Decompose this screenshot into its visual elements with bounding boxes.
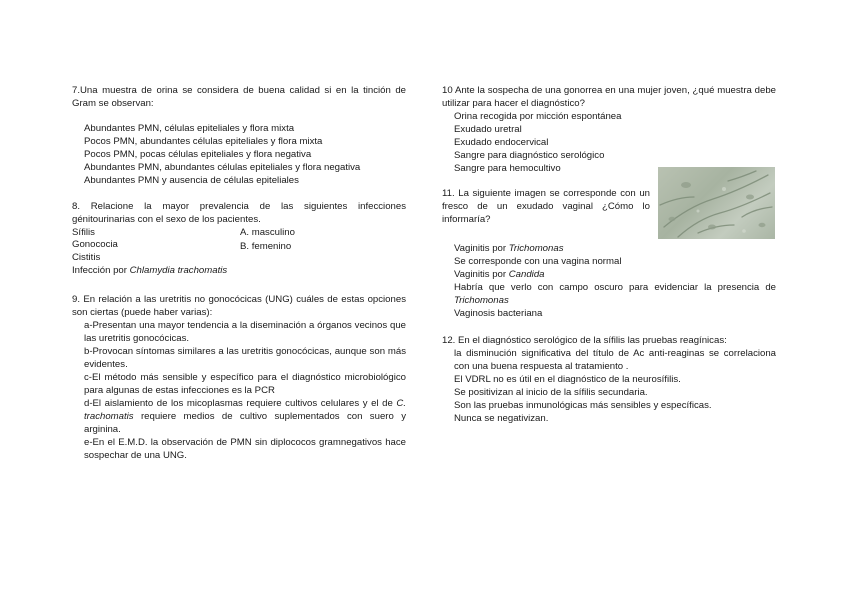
question-9-option-a: a-Presentan una mayor tendencia a la diseminación a órganos vecinos que las uretritis gonocócicas. xyxy=(84,320,406,344)
question-8 xyxy=(72,200,406,277)
question-11-option-2: Se corresponde con una vagina normal xyxy=(454,256,622,267)
question-7-option-3: Pocos PMN, pocas células epiteliales y flora negativa xyxy=(84,149,312,160)
question-7-text: 7.Una muestra de orina se considera de buena calidad si en la tinción de Gram se observan: xyxy=(72,85,406,109)
question-8-item-4-text: Infección por xyxy=(72,265,130,276)
question-11-text: 11. La siguiente imagen se corresponde con un fresco de un exudado vaginal ¿Cómo lo informaría? xyxy=(442,188,650,225)
question-9-option-d-italic: C. trachomatis xyxy=(84,398,406,422)
question-8-item-1: Sífilis xyxy=(72,227,95,238)
microscopy-image-graphic xyxy=(658,167,775,239)
question-8-matching xyxy=(72,226,406,264)
question-10-option-2: Exudado uretral xyxy=(454,124,522,135)
question-11-option-1 xyxy=(454,242,776,255)
question-11-option-5: Vaginosis bacteriana xyxy=(454,308,543,319)
microscopy-image xyxy=(658,167,775,239)
question-9-option-d xyxy=(84,397,406,436)
question-7-option-2: Pocos PMN, abundantes células epiteliales y flora mixta xyxy=(84,136,323,147)
question-7-option-1: Abundantes PMN, células epiteliales y flora mixta xyxy=(84,123,295,134)
question-10-option-3: Exudado endocervical xyxy=(454,137,549,148)
question-7-option-5: Abundantes PMN y ausencia de células epiteliales xyxy=(84,175,299,186)
question-9-option-b: b-Provocan síntomas similares a las uretritis gonocócicas, aunque son más evidentes. xyxy=(84,346,406,370)
question-11-options xyxy=(454,242,776,320)
question-10-option-4: Sangre para diagnóstico serológico xyxy=(454,150,605,161)
question-11-option-1-text: Vaginitis por xyxy=(454,243,509,254)
question-11-option-4-text: Habría que verlo con campo oscuro para evidenciar la presencia de xyxy=(454,282,776,293)
question-9-option-e: e-En el E.M.D. la observación de PMN sin diplococos gramnegativos hace sospechar de una UNG. xyxy=(84,437,406,461)
question-10-options xyxy=(454,110,776,175)
question-11-option-3-italic: Candida xyxy=(508,269,545,280)
question-8-item-4-italic: Chlamydia trachomatis xyxy=(129,265,228,276)
question-11-option-3-text: Vaginitis por xyxy=(454,269,509,280)
question-10-text: 10 Ante la sospecha de una gonorrea en una mujer joven, ¿qué muestra debe utilizar para hacer el diagnóstico? xyxy=(442,85,776,109)
question-8-item-2: Gonococia xyxy=(72,239,118,250)
question-10-option-5: Sangre para hemocultivo xyxy=(454,163,561,174)
question-11-option-4-italic: Trichomonas xyxy=(454,295,509,306)
question-9 xyxy=(72,293,406,462)
question-12-option-1: la disminución significativa del título de Ac anti-reaginas se correlaciona con una buena respuesta al tratamiento . xyxy=(454,348,776,372)
question-9-option-d-pre: d-El aislamiento de los micoplasmas requiere cultivos celulares y el de xyxy=(84,398,397,409)
question-12-option-3: Se positivizan al inicio de la sífilis secundaria. xyxy=(454,387,648,398)
question-11-option-4 xyxy=(454,281,776,307)
question-9-option-d-post: requiere medios de cultivo suplementados con suero y arginina. xyxy=(84,411,406,435)
question-11-option-1-italic: Trichomonas xyxy=(508,243,564,254)
question-8-item-4 xyxy=(72,264,406,277)
question-8-answer-a: A. masculino xyxy=(240,227,295,238)
question-12-option-4: Son las pruebas inmunológicas más sensibles y específicas. xyxy=(454,400,712,411)
question-12-text: 12. En el diagnóstico serológico de la sífilis las pruebas reagínicas: xyxy=(442,335,727,346)
question-8-item-3: Cistitis xyxy=(72,252,101,263)
question-12-option-5: Nunca se negativizan. xyxy=(454,413,549,424)
left-column xyxy=(72,84,406,472)
question-9-option-c: c-El método más sensible y específico para el diagnóstico microbiológico para algunas de estas infecciones es la PCR xyxy=(84,372,406,396)
question-7-options xyxy=(84,122,406,187)
question-10-option-1: Orina recogida por micción espontánea xyxy=(454,111,622,122)
question-9-options xyxy=(84,319,406,462)
question-12-option-2: El VDRL no es útil en el diagnóstico de la neurosífilis. xyxy=(454,374,681,385)
question-8-text: 8. Relacione la mayor prevalencia de las siguientes infecciones génitourinarias con el sexo de los pacientes. xyxy=(72,201,406,225)
question-12-options xyxy=(454,347,776,425)
question-9-text: 9. En relación a las uretritis no gonocócicas (UNG) cuáles de estas opciones son ciertas (puede haber varias): xyxy=(72,294,406,318)
question-8-answer-b: B. femenino xyxy=(240,241,292,252)
question-10 xyxy=(442,84,776,175)
question-12 xyxy=(442,334,776,425)
question-11-option-3 xyxy=(454,268,776,281)
right-column xyxy=(442,84,776,435)
question-7-option-4: Abundantes PMN, abundantes células epiteliales y flora negativa xyxy=(84,162,361,173)
question-7 xyxy=(72,84,406,187)
